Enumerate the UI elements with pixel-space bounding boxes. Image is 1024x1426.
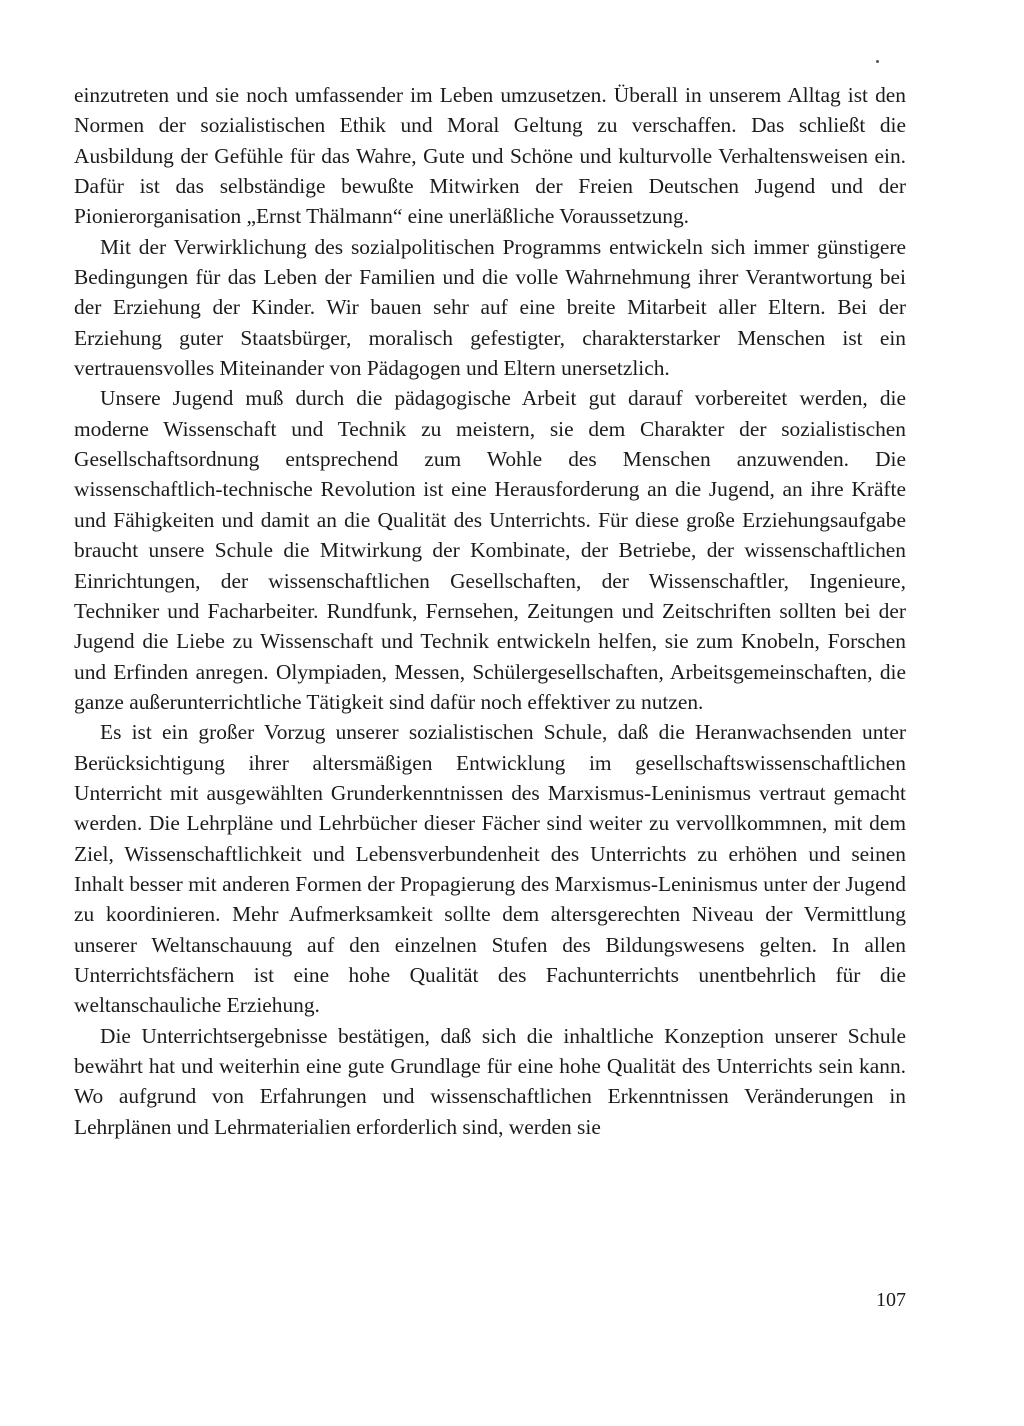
paragraph-3: Unsere Jugend muß durch die pädagogische Arbeit gut darauf vorbereitet werden, die moderne Wissenschaft und Technik zu meistern, sie dem Charakter der sozialistischen Gesellschaftsordnung entsprechend zum Wohle des Menschen anzuwenden. Die wissenschaftlich-technische Revolution ist eine Herausforderung an die Jugend, an ihre Kräfte und Fähigkeiten und damit an die Qualität des Unterrichts. Für diese große Erziehungsaufgabe braucht unsere Schule die Mitwirkung der Kombinate, der Betriebe, der wissenschaftlichen Einrichtungen, der wissenschaftlichen Gesellschaften, der Wissenschaftler, Ingenieure, Techniker und Facharbeiter. Rundfunk, Fernsehen, Zeitungen und Zeitschriften sollten bei der Jugend die Liebe zu Wissenschaft und Technik entwickeln helfen, sie zum Knobeln, Forschen und Erfinden anregen. Olympiaden, Messen, Schülergesellschaften, Arbeitsgemeinschaften, die ganze außerunterrichtliche Tätigkeit sind dafür noch effektiver zu nutzen. [74,386,906,714]
paragraph-5: Die Unterrichtsergebnisse bestätigen, daß sich die inhaltliche Konzeption unserer Schule bewährt hat und weiterhin eine gute Grundlage für eine hohe Qualität des Unterrichts sein kann. Wo aufgrund von Erfahrungen und wissenschaftlichen Erkenntnissen Veränderungen in Lehrplänen und Lehrmaterialien erforderlich sind, werden sie [74,1023,906,1139]
paragraph-4: Es ist ein großer Vorzug unserer sozialistischen Schule, daß die Heranwachsenden unter Berücksichtigung ihrer altersmäßigen Entwicklung im gesellschaftswissenschaftlichen Unterricht mit ausgewählten Grunderkenntnissen des Marxismus-Leninismus vertraut gemacht werden. Die Lehrpläne und Lehrbücher dieser Fächer sind weiter zu vervollkommnen, mit dem Ziel, Wissenschaftlichkeit und Lebensverbundenheit des Unterrichts zu erhöhen und seinen Inhalt besser mit anderen Formen der Propagierung des Marxismus-Leninismus unter der Jugend zu koordinieren. Mehr Aufmerksamkeit sollte dem altersgerechten Niveau der Vermittlung unserer Weltanschauung auf den einzelnen Stufen des Bildungswesens gelten. In allen Unterrichtsfächern ist eine hohe Qualität des Fachunterrichts unentbehrlich für die weltanschauliche Erziehung. [74,720,906,1018]
page-number: 107 [876,1289,906,1311]
scan-speck [876,60,879,63]
document-body [74,80,906,1142]
paragraph-2: Mit der Verwirklichung des sozialpolitischen Programms entwickeln sich immer günstigere Bedingungen für das Leben der Familien und die volle Wahrnehmung ihrer Verantwortung bei der Erziehung der Kinder. Wir bauen sehr auf eine breite Mitarbeit aller Eltern. Bei der Erziehung guter Staatsbürger, moralisch gefestigter, charakterstarker Menschen ist ein vertrauensvolles Miteinander von Pädagogen und Eltern unersetzlich. [74,234,906,381]
paragraph-1: einzutreten und sie noch umfassender im Leben umzusetzen. Überall in unserem Alltag ist den Normen der sozialistischen Ethik und Moral Geltung zu verschaffen. Das schließt die Ausbildung der Gefühle für das Wahre, Gute und Schöne und kulturvolle Verhaltensweisen ein. Dafür ist das selbständige bewußte Mitwirken der Freien Deutschen Jugend und der Pionierorganisation „Ernst Thälmann“ eine unerläßliche Voraussetzung. [74,83,906,229]
